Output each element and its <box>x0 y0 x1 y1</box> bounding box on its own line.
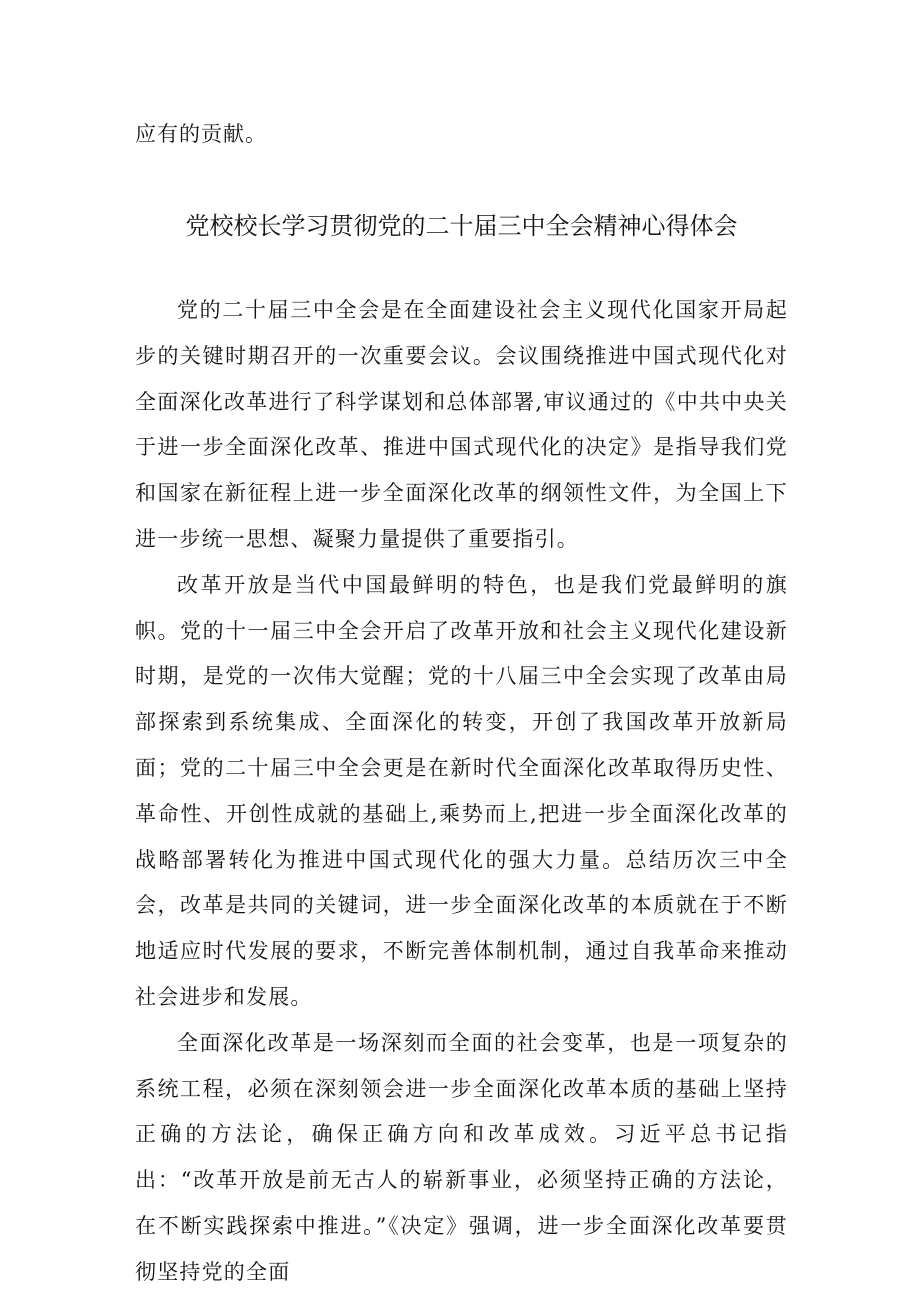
continuation-text: 应有的贡献。 <box>135 122 267 146</box>
document-body <box>135 112 788 1296</box>
paragraph-1: 党的二十届三中全会是在全面建设社会主义现代化国家开局起步的关键时期召开的一次重要会议。会议围绕推进中国式现代化对全面深化改革进行了科学谋划和总体部署,审议通过的《中共中央关于进一步全面深化改革、推进中国式现代化的决定》是指导我们党和国家在新征程上进一步全面深化改革的纲领性文件，为全国上下进一步统一思想、凝聚力量提供了重要指引。 <box>135 298 788 551</box>
paragraph-3: 全面深化改革是一场深刻而全面的社会变革，也是一项复杂的系统工程，必须在深刻领会进一步全面深化改革本质的基础上坚持正确的方法论，确保正确方向和改革成效。习近平总书记指出：“改革开放是前无古人的崭新事业，必须坚持正确的方法论，在不断实践探索中推进。”《决定》强调，进一步全面深化改革要贯彻坚持党的全面 <box>135 1030 788 1284</box>
paragraph-2: 改革开放是当代中国最鲜明的特色，也是我们党最鲜明的旗帜。党的十一届三中全会开启了改革开放和社会主义现代化建设新时期，是党的一次伟大觉醒；党的十八届三中全会实现了改革由局部探索到系统集成、全面深化的转变，开创了我国改革开放新局面；党的二十届三中全会更是在新时代全面深化改革取得历史性、革命性、开创性成就的基础上,乘势而上,把进一步全面深化改革的战略部署转化为推进中国式现代化的强大力量。总结历次三中全会，改革是共同的关键词，进一步全面深化改革的本质就在于不断地适应时代发展的要求，不断完善体制机制，通过自我革命来推动社会进步和发展。 <box>135 572 788 1009</box>
document-title: 党校校长学习贯彻党的二十届三中全会精神心得体会 <box>185 212 738 240</box>
